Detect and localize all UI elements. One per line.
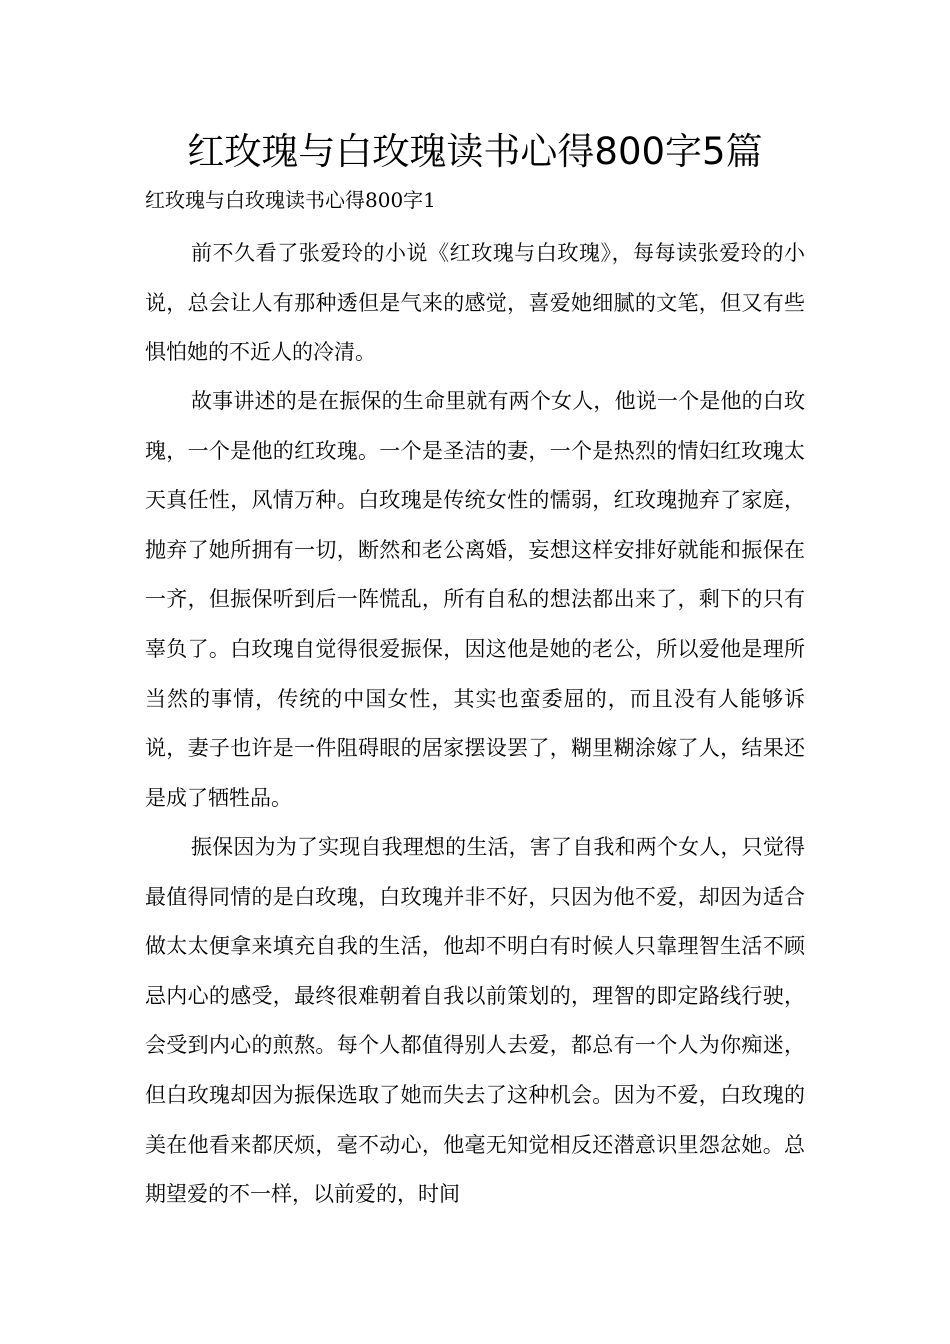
document-title: 红玫瑰与白玫瑰读书心得800字5篇: [187, 130, 763, 173]
paragraph-1: 前不久看了张爱玲的小说《红玫瑰与白玫瑰》，每每读张爱玲的小说，总会让人有那种透但是气来的感觉，喜爱她细腻的文笔，但又有些惧怕她的不近人的冷清。: [145, 241, 805, 365]
paragraph-3: 振保因为为了实现自我理想的生活，害了自我和两个女人，只觉得最值得同情的是白玫瑰，白玫瑰并非不好，只因为他不爱，却因为适合做太太便拿来填充自我的生活，他却不明白有时候人只靠理智生活不顾忌内心的感受，最终很难朝着自我以前策划的，理智的即定路线行驶，会受到内心的煎熬。每个人都值得别人去爱，都总有一个人为你痴迷，但白玫瑰却因为振保选取了她而失去了这种机会。因为不爱，白玫瑰的美在他看来都厌烦，毫不动心，他毫无知觉相反还潜意识里怨忿她。总期望爱的不一样，以前爱的，时间: [145, 835, 805, 1207]
section-heading: 红玫瑰与白玫瑰读书心得800字1: [145, 188, 436, 212]
paragraph-2: 故事讲述的是在振保的生命里就有两个女人，他说一个是他的白玫瑰，一个是他的红玫瑰。一个是圣洁的妻，一个是热烈的情妇红玫瑰太天真任性，风情万种。白玫瑰是传统女性的懦弱，红玫瑰抛弃了家庭，抛弃了她所拥有一切，断然和老公离婚，妄想这样安排好就能和振保在一齐，但振保听到后一阵慌乱，所有自私的想法都出来了，剩下的只有辜负了。白玫瑰自觉得很爱振保，因这他是她的老公，所以爱他是理所当然的事情，传统的中国女性，其实也蛮委屈的，而且没有人能够诉说，妻子也许是一件阻碍眼的居家摆设罢了，糊里糊涂嫁了人，结果还是成了牺牲品。: [145, 389, 805, 810]
